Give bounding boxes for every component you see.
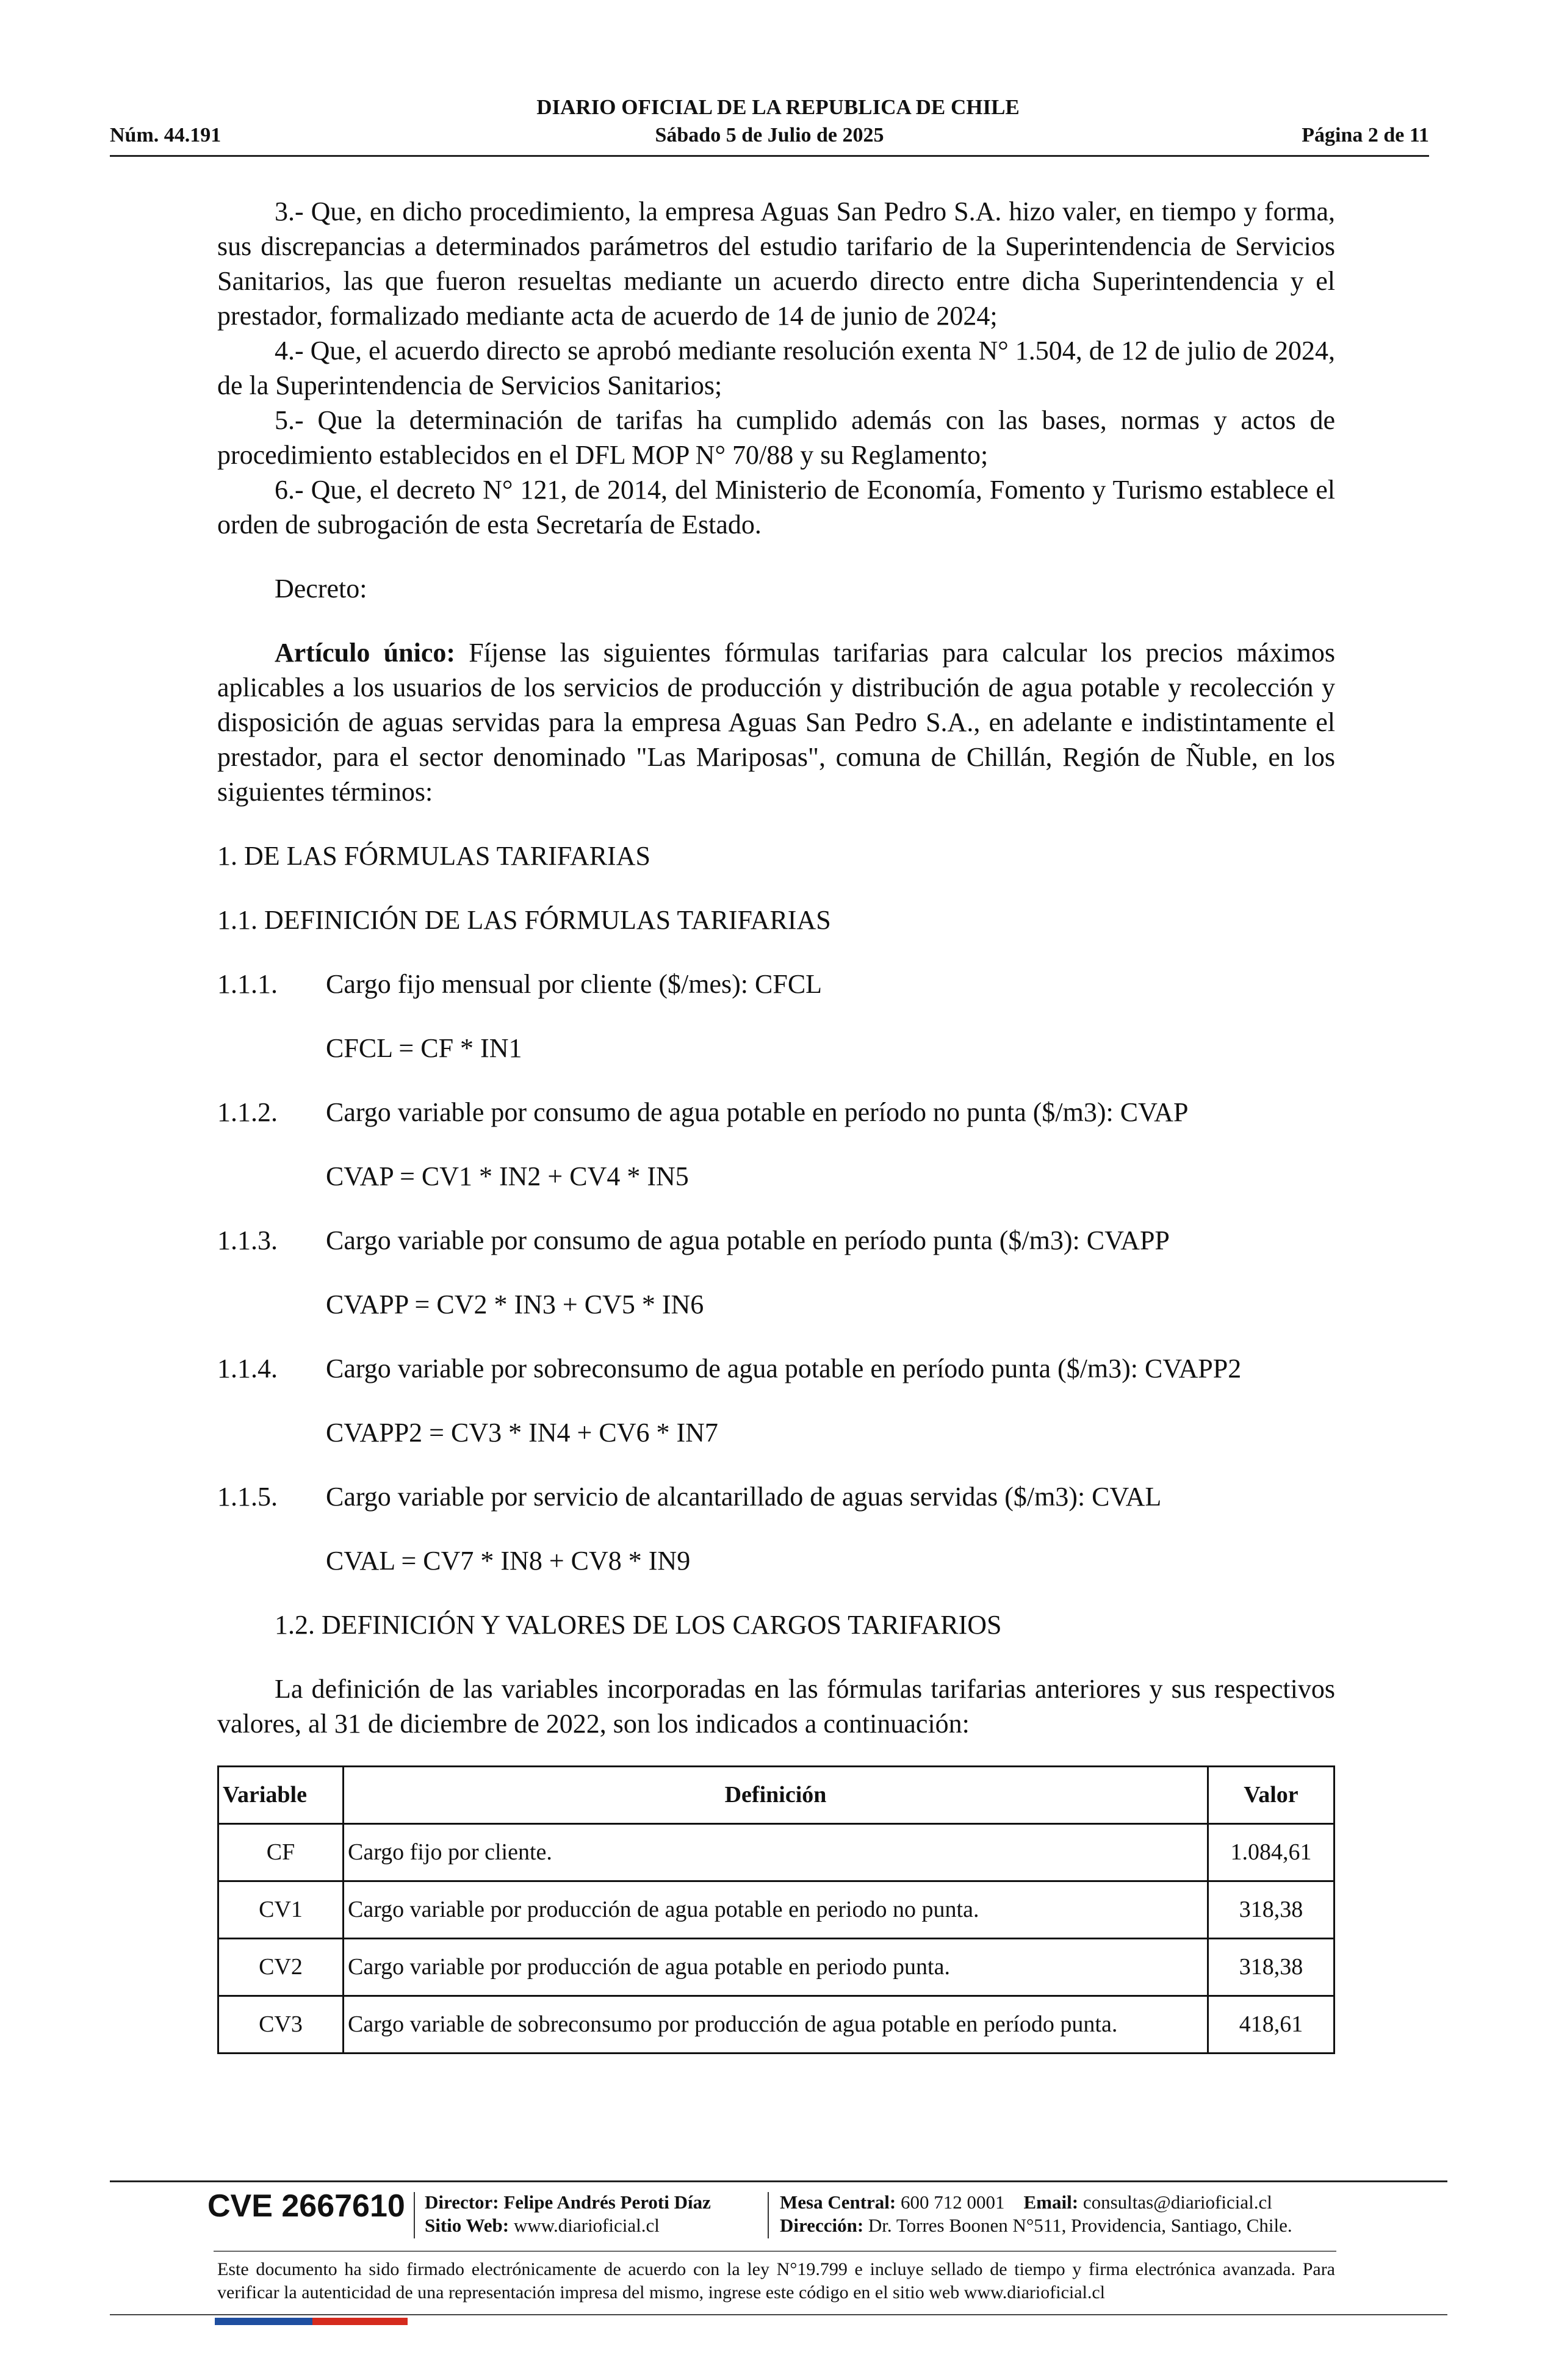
- articulo-label: Artículo único:: [275, 638, 456, 668]
- cell-value: 318,38: [1208, 1881, 1334, 1939]
- footer-divider: [110, 2180, 1447, 2182]
- cell-variable: CV2: [218, 1939, 344, 1996]
- section-1-heading: 1. DE LAS FÓRMULAS TARIFARIAS: [217, 841, 650, 871]
- formula-description: Cargo variable por sobreconsumo de agua potable en período punta ($/m3): CVAPP2: [326, 1354, 1242, 1383]
- address-label: Dirección:: [780, 2215, 864, 2236]
- footer-separator: [414, 2192, 415, 2238]
- considerando-3: 3.- Que, en dicho procedimiento, la empresa Aguas San Pedro S.A. hizo valer, en tiempo y forma, sus discrepancias a determinados parámetros del estudio tarifario de la Superintendencia de Servicios Sanitarios, las que fueron resueltas mediante un acuerdo directo entre dicha Superintendencia y el prestador, formalizado mediante acta de acuerdo de 14 de junio de 2024;: [217, 197, 1335, 331]
- table-row: [218, 1996, 1334, 2054]
- articulo-unico: [217, 635, 1335, 809]
- mesa-phone: 600 712 0001: [901, 2191, 1005, 2213]
- cell-definition: Cargo variable por producción de agua potable en periodo punta.: [344, 1939, 1208, 1996]
- formula-description: Cargo fijo mensual por cliente ($/mes): CFCL: [326, 969, 823, 999]
- cell-variable: CV1: [218, 1881, 344, 1939]
- formula-number: 1.1.2.: [217, 1097, 278, 1127]
- cell-value: 418,61: [1208, 1996, 1334, 2054]
- formula-list: [217, 967, 1335, 1578]
- formula-item: [217, 967, 1335, 1001]
- section-1-2-heading: 1.2. DEFINICIÓN Y VALORES DE LOS CARGOS TARIFARIOS: [275, 1610, 1002, 1640]
- formula-description: Cargo variable por servicio de alcantarillado de aguas servidas ($/m3): CVAL: [326, 1482, 1162, 1512]
- director-label: Director:: [425, 2191, 499, 2213]
- signature-disclaimer: Este documento ha sido firmado electrónicamente de acuerdo con la ley N°19.799 e incluye sellado de tiempo y firma electrónica avanzada. Para verificar la autenticidad de una representación impresa del mismo, ingrese este código en el sitio web www.diarioficial.cl: [217, 2259, 1335, 2302]
- table-intro: La definición de las variables incorporadas en las fórmulas tarifarias anteriores y sus respectivos valores, al 31 de diciembre de 2022, son los indicados a continuación:: [217, 1674, 1335, 1739]
- footer-contact-block: [780, 2191, 1292, 2237]
- formula-number: 1.1.3.: [217, 1225, 278, 1255]
- flag-stripe-red: [312, 2318, 408, 2325]
- director-name: Felipe Andrés Peroti Díaz: [503, 2191, 711, 2213]
- formula-expression: CVAPP2 = CV3 * IN4 + CV6 * IN7: [326, 1418, 718, 1448]
- formula-expression: CVAPP = CV2 * IN3 + CV5 * IN6: [326, 1289, 704, 1319]
- email-label: Email:: [1023, 2191, 1079, 2213]
- footer-divider: [214, 2251, 1336, 2252]
- table-row: [218, 1824, 1334, 1881]
- issue-date: Sábado 5 de Julio de 2025: [655, 124, 884, 146]
- formula-description: Cargo variable por consumo de agua potable en período no punta ($/m3): CVAP: [326, 1097, 1189, 1127]
- column-header-definition: Definición: [344, 1767, 1208, 1824]
- cell-definition: Cargo variable por producción de agua potable en periodo no punta.: [344, 1881, 1208, 1939]
- formula-number: 1.1.4.: [217, 1354, 278, 1383]
- email-link[interactable]: consultas@diarioficial.cl: [1082, 2191, 1272, 2213]
- flag-stripe-blue: [215, 2318, 312, 2325]
- header-divider: [110, 155, 1429, 157]
- formula-item: [217, 1479, 1335, 1514]
- page-indicator: Página 2 de 11: [1302, 124, 1429, 146]
- considerando-4: 4.- Que, el acuerdo directo se aprobó mediante resolución exenta N° 1.504, de 12 de julio de 2024, de la Superintendencia de Servicios Sanitarios;: [217, 336, 1335, 400]
- footer-separator: [768, 2192, 769, 2238]
- formula-expression: CVAL = CV7 * IN8 + CV8 * IN9: [326, 1546, 691, 1576]
- formula-item: [217, 1095, 1335, 1130]
- table-row: [218, 1939, 1334, 1996]
- cell-definition: Cargo fijo por cliente.: [344, 1824, 1208, 1881]
- cell-definition: Cargo variable de sobreconsumo por producción de agua potable en período punta.: [344, 1996, 1208, 2054]
- issue-number: Núm. 44.191: [110, 124, 222, 146]
- formula-description: Cargo variable por consumo de agua potable en período punta ($/m3): CVAPP: [326, 1225, 1170, 1255]
- website-label: Sitio Web:: [425, 2215, 510, 2236]
- formula-number: 1.1.5.: [217, 1482, 278, 1512]
- cell-variable: CV3: [218, 1996, 344, 2054]
- formula-expression: CFCL = CF * IN1: [326, 1033, 522, 1063]
- footer-bottom-rule: [110, 2314, 1447, 2315]
- address-text: Dr. Torres Boonen N°511, Providencia, Santiago, Chile.: [868, 2215, 1292, 2236]
- table-header-row: [218, 1767, 1334, 1824]
- decreto-heading: Decreto:: [275, 574, 367, 604]
- column-header-value: Valor: [1208, 1767, 1334, 1824]
- footer-director-block: [425, 2191, 711, 2237]
- considerando-5: 5.- Que la determinación de tarifas ha cumplido además con las bases, normas y actos de procedimiento establecidos en el DFL MOP N° 70/88 y su Reglamento;: [217, 405, 1335, 470]
- document-body: [217, 194, 1335, 2054]
- articulo-text: Fíjense las siguientes fórmulas tarifarias para calcular los precios máximos aplicables a los usuarios de los servicios de producción y distribución de agua potable y recolección y disposición de aguas servidas para la empresa Aguas San Pedro S.A., en adelante e indistintamente el prestador, para el sector denominado "Las Mariposas", comuna de Chillán, Región de Ñuble, en los siguientes términos:: [217, 638, 1335, 807]
- tariff-table: [217, 1765, 1335, 2054]
- cell-value: 318,38: [1208, 1939, 1334, 1996]
- section-1-1-heading: 1.1. DEFINICIÓN DE LAS FÓRMULAS TARIFARIAS: [217, 905, 831, 935]
- website-link[interactable]: www.diarioficial.cl: [513, 2215, 660, 2236]
- gazette-title: DIARIO OFICIAL DE LA REPUBLICA DE CHILE: [536, 95, 1020, 119]
- cell-value: 1.084,61: [1208, 1824, 1334, 1881]
- considerando-6: 6.- Que, el decreto N° 121, de 2014, del Ministerio de Economía, Fomento y Turismo establece el orden de subrogación de esta Secretaría de Estado.: [217, 475, 1335, 539]
- formula-expression: CVAP = CV1 * IN2 + CV4 * IN5: [326, 1161, 689, 1191]
- cve-code: CVE 2667610: [207, 2188, 405, 2224]
- column-header-variable: Variable: [218, 1767, 344, 1824]
- header-row: [110, 122, 1429, 149]
- formula-item: [217, 1351, 1335, 1386]
- formula-item: [217, 1223, 1335, 1258]
- cell-variable: CF: [218, 1824, 344, 1881]
- table-row: [218, 1881, 1334, 1939]
- mesa-label: Mesa Central:: [780, 2191, 896, 2213]
- formula-number: 1.1.1.: [217, 969, 278, 999]
